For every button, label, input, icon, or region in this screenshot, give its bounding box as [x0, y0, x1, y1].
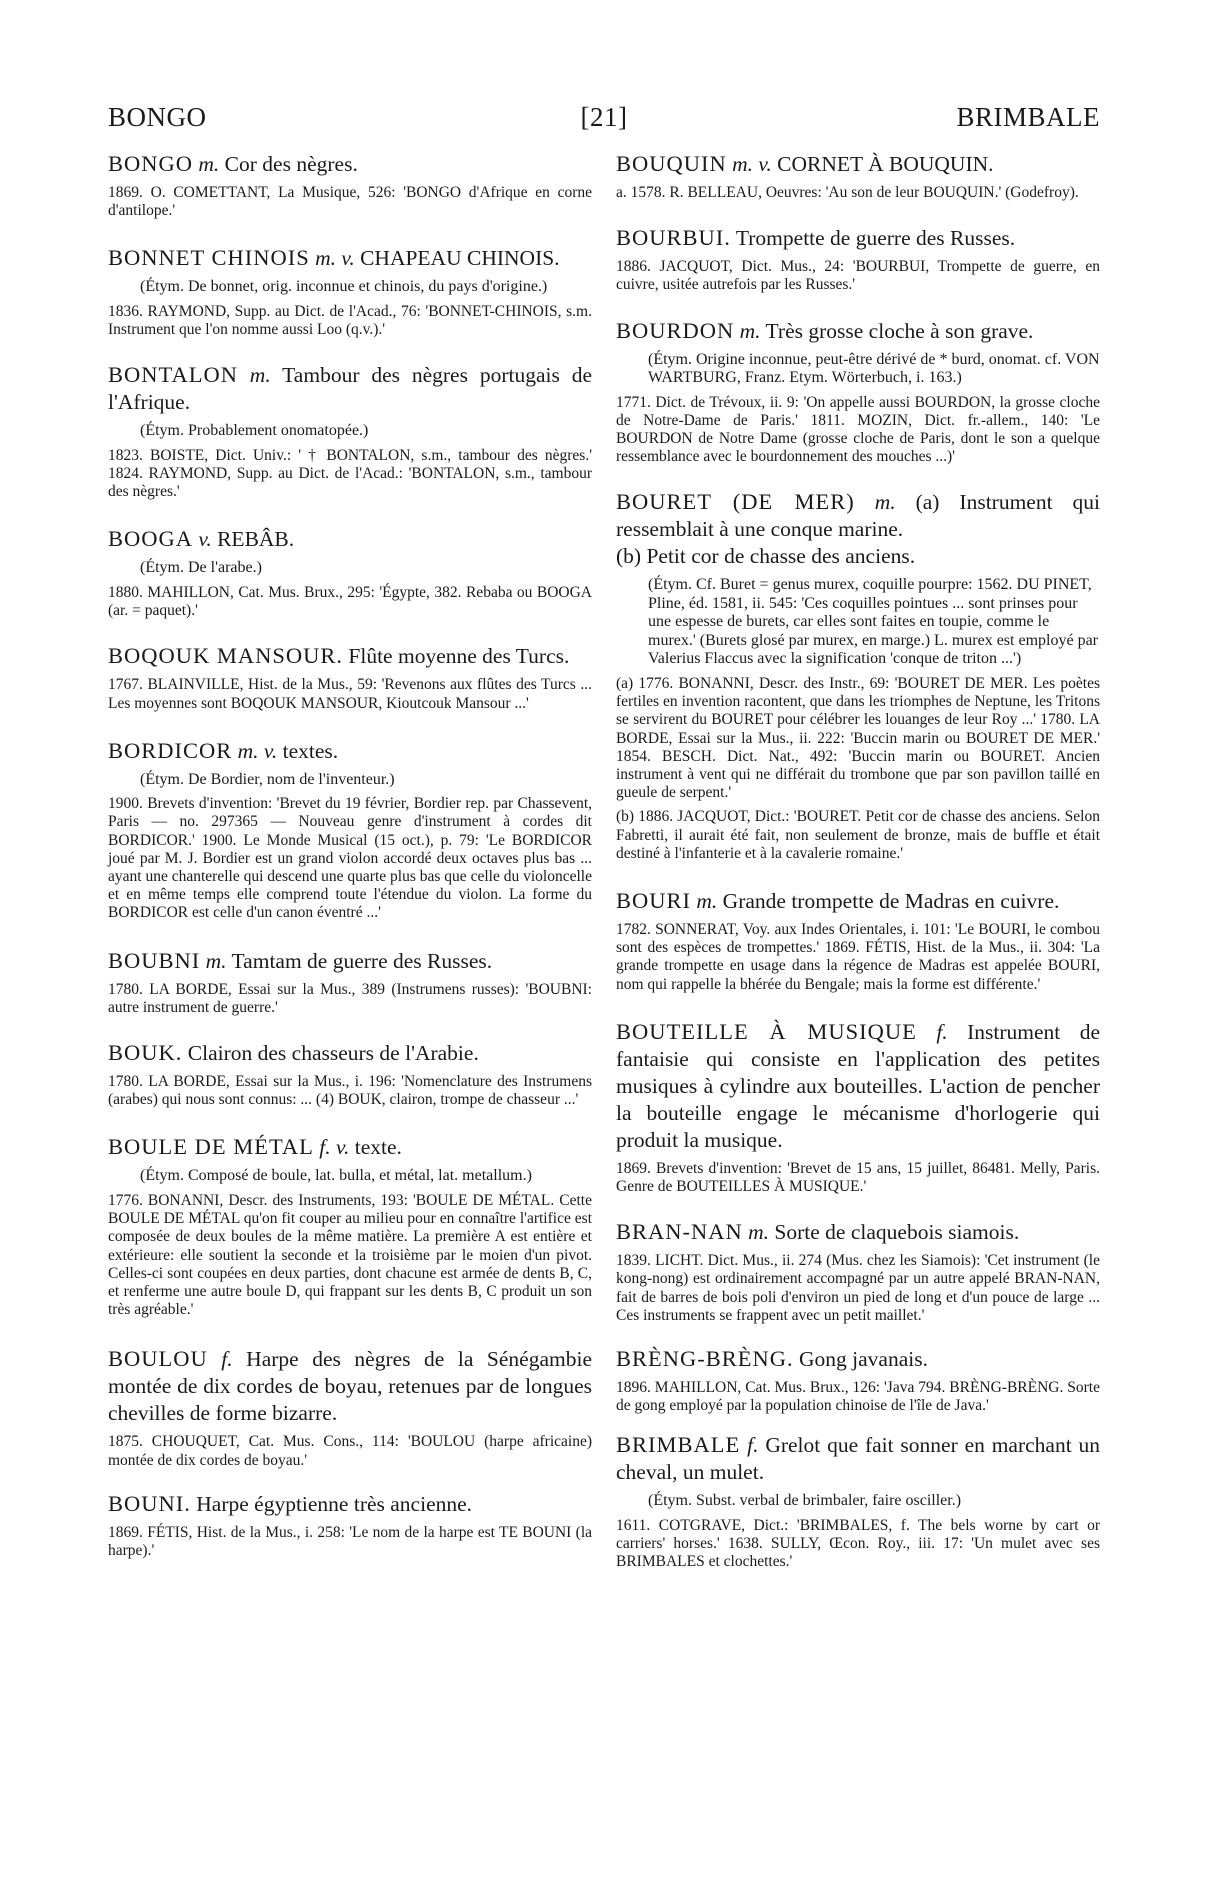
- entry-headline: [616, 1218, 1100, 1246]
- citation: 1771. Dict. de Trévoux, ii. 9: 'On appelle aussi BOURDON, la grosse cloche de Notre-Dame de Paris.' 1811. MOZIN, Dict. fr.-allem., 140: 'Le BOURDON de Notre Dame (grosse cloche de Paris, dont le son a quelque ressemblance avec le bourdonnement des mouches ...)': [616, 393, 1100, 466]
- citation: 1823. BOISTE, Dict. Univ.: ' † BONTALON, s.m., tambour des nègres.' 1824. RAYMOND, Supp. au Dict. de l'Acad.: 'BONTALON, s.m., tambour des nègres.': [108, 446, 592, 501]
- grammatical-label: f.: [221, 1347, 233, 1372]
- headword: BONGO: [108, 151, 194, 176]
- definition: (a) Instrument qui ressemblait à une conque marine.: [616, 490, 1100, 542]
- grammatical-label: m. v.: [237, 738, 278, 763]
- grammatical-label: m.: [748, 1220, 770, 1245]
- citation: 1780. LA BORDE, Essai sur la Mus., i. 196: 'Nomenclature des Instrumens (arabes) qui nous sont connus: ... (4) BOUK, clairon, trompe de chasseur ...': [108, 1073, 592, 1109]
- grammatical-label: m.: [249, 363, 271, 388]
- headword: BOUNI.: [108, 1490, 191, 1516]
- headword: BRAN-NAN: [616, 1219, 743, 1245]
- citation: 1880. MAHILLON, Cat. Mus. Brux., 295: 'Égypte, 382. Rebaba ou BOOGA (ar. = paquet).': [108, 583, 592, 620]
- headword: BRÈNG-BRÈNG.: [616, 1345, 794, 1371]
- grammatical-label: m.: [874, 490, 896, 515]
- entry-headline: [108, 1133, 592, 1161]
- definition: Tambour des nègres portugais de l'Afrique.: [108, 363, 592, 415]
- headword: BOUQUIN: [616, 151, 727, 176]
- definition: Très grosse cloche à son grave.: [765, 318, 1034, 343]
- grammatical-label: m.: [205, 948, 227, 973]
- definition: textes.: [282, 738, 339, 763]
- grammatical-label: f.: [747, 1433, 759, 1458]
- citation: 1875. CHOUQUET, Cat. Mus. Cons., 114: 'BOULOU (harpe africaine) montée de dix cordes de boyau.': [108, 1433, 592, 1469]
- dictionary-entry: [108, 1345, 592, 1469]
- dictionary-entry: [616, 1018, 1100, 1196]
- citation: 1869. Brevets d'invention: 'Brevet de 15 ans, 15 juillet, 86481. Melly, Paris. Genre de BOUTEILLES À MUSIQUE.': [616, 1159, 1100, 1195]
- etymology-note: (Étym. Subst. verbal de brimbaler, faire osciller.): [648, 1492, 962, 1510]
- citation: 1896. MAHILLON, Cat. Mus. Brux., 126: 'Java 794. BRÈNG-BRÈNG. Sorte de gong employé par la population chinoise de l'île de Java.': [616, 1378, 1100, 1415]
- entry-headline: [616, 224, 1100, 252]
- citation: 1782. SONNERAT, Voy. aux Indes Orientales, i. 101: 'Le BOURI, le combou sont des espèces de trompettes.' 1869. FÉTIS, Hist. de la Mus., ii. 304: 'La grande trompette en usage dans la régence de Madras est appelée BOURI, nom qui rappelle la bhérée du Bengale; mais la forme est différente.': [616, 920, 1100, 993]
- entry-headline: [616, 150, 1100, 178]
- headword: BRIMBALE: [616, 1432, 741, 1458]
- page-number: [21]: [580, 102, 628, 132]
- definition: Trompette de guerre des Russes.: [735, 226, 1016, 251]
- dictionary-entry: [108, 1133, 592, 1319]
- definition: Flûte moyenne des Turcs.: [348, 644, 570, 669]
- headword: BOOGA: [108, 526, 194, 552]
- etymology-note: (Étym. De l'arabe.): [140, 559, 262, 577]
- citation: 1836. RAYMOND, Supp. au Dict. de l'Acad., 76: 'BONNET-CHINOIS, s.m. Instrument que l'on nomme aussi Loo (q.v.).': [108, 302, 592, 339]
- definition: Sorte de claquebois siamois.: [774, 1220, 1020, 1245]
- definition: Harpe des nègres de la Sénégambie montée de dix cordes de boyau, retenues par de longues chevilles de forme bizarre.: [108, 1347, 592, 1426]
- dictionary-entry: [616, 1431, 1100, 1571]
- etymology-note: (Étym. Probablement onomatopée.): [140, 422, 369, 440]
- grammatical-label: m.: [696, 888, 718, 913]
- citation: a. 1578. R. BELLEAU, Oeuvres: 'Au son de leur BOUQUIN.' (Godefroy).: [616, 184, 1079, 201]
- definition: Clairon des chasseurs de l'Arabie.: [187, 1041, 479, 1066]
- headword: BOULE DE MÉTAL: [108, 1134, 314, 1160]
- headword: BOUTEILLE À MUSIQUE: [616, 1018, 917, 1044]
- entry-headline: [616, 1018, 1100, 1154]
- etymology-note: (Étym. De Bordier, nom de l'inventeur.): [140, 770, 395, 788]
- entry-headline: [108, 947, 592, 975]
- definition: Cor des nègres.: [224, 152, 358, 176]
- citation: 1780. LA BORDE, Essai sur la Mus., 389 (Instrumens russes): 'BOUBNI: autre instrument de guerre.': [108, 980, 592, 1016]
- definition: CORNET À BOUQUIN.: [777, 152, 994, 176]
- citation: 1900. Brevets d'invention: 'Brevet du 19 février, Bordier rep. par Chassevent, Paris — no. 297365 — Nouveau genre d'instrument à cordes dit BORDICOR.' 1900. Le Monde Musical (15 oct.), p. 79: 'Le BORDICOR joué par M. J. Bordier est un grand violon accordé deux octaves plus bas ... ayant une chanterelle qui descend une quarte plus bas que celle du violoncelle et en même temps elle comprend toute l'étendue du violon. La forme du BORDICOR est celle d'un canon éventré ...': [108, 795, 592, 922]
- definition: CHAPEAU CHINOIS.: [360, 246, 560, 271]
- dictionary-entry: [616, 224, 1100, 294]
- running-head-left: BONGO: [108, 102, 207, 132]
- entry-headline: [108, 361, 592, 416]
- running-head-right: BRIMBALE: [956, 102, 1100, 132]
- dictionary-entry: [616, 1345, 1100, 1415]
- etymology-note: (Étym. Origine inconnue, peut-être dérivé de * burd, onomat. cf. VON WARTBURG, Franz. Etym. Wörterbuch, i. 163.): [648, 350, 1100, 387]
- definition: Gong javanais.: [799, 1346, 928, 1371]
- citation: 1767. BLAINVILLE, Hist. de la Mus., 59: 'Revenons aux flûtes des Turcs ... Les moyennes sont BOQOUK MANSOUR, Kioutcouk Mansour ...': [108, 676, 592, 712]
- entry-headline: [108, 244, 592, 272]
- etymology-note: (Étym. De bonnet, orig. inconnue et chinois, du pays d'origine.): [140, 278, 548, 296]
- headword: BONNET CHINOIS: [108, 245, 310, 271]
- etymology-note: (Étym. Composé de boule, lat. bulla, et métal, lat. metallum.): [140, 1167, 532, 1185]
- dictionary-entry: [616, 317, 1100, 467]
- left-column: [108, 150, 592, 1560]
- citation: 1776. BONANNI, Descr. des Instruments, 193: 'BOULE DE MÉTAL. Cette BOULE DE MÉTAL qu'on fit couper au milieu pour en connaître l'artifice est composée de deux boules de la même matière. La première A est entière et extérieure: elle soutient la seconde et la troisième par le moien d'un pivot. Celles-ci sont coupées en deux parties, dont chacune est armée de dents B, C, et renferme une autre boule D, qui frappant sur les dents B, C produit un son très agréable.': [108, 1191, 592, 1319]
- headword: BOURI: [616, 887, 692, 913]
- dictionary-entry: [108, 1490, 592, 1560]
- headword: BONTALON: [108, 362, 238, 388]
- headword: BOURBUI.: [616, 225, 731, 251]
- etymology-note: (Étym. Cf. Buret = genus murex, coquille pourpre: 1562. DU PINET, Pline, éd. 1581, ii. 545: 'Ces coquilles pointues ... sont prinses pour une espesse de burets, car elles sont faites en toupie, comme le murex.' (Burets glosé par murex, en marge.) L. murex est employé par Valerius Flaccus avec la signification 'conque de triton ...'): [648, 576, 1098, 668]
- citation: (b) 1886. JACQUOT, Dict.: 'BOURET. Petit cor de chasse des anciens. Selon Fabretti, il aurait été fait, non seulement de bronze, mais de buffle et était destiné à l'infanterie et à la cavalerie romaine.': [616, 808, 1100, 862]
- dictionary-entry: [616, 488, 1100, 863]
- headword: BOURET (DE MER): [616, 489, 855, 515]
- citation: 1611. COTGRAVE, Dict.: 'BRIMBALES, f. The bels worne by cart or carriers' horses.' 1638. SULLY, Œcon. Roy., iii. 17: 'Un mulet avec ses BRIMBALES et clochettes.': [616, 1516, 1100, 1571]
- entry-headline: [616, 887, 1100, 915]
- entry-headline: [108, 525, 592, 553]
- citation: 1869. O. COMETTANT, La Musique, 526: 'BONGO d'Afrique en corne d'antilope.': [108, 184, 592, 220]
- running-head: [108, 102, 1100, 142]
- entry-headline: [108, 642, 592, 670]
- grammatical-label: m. v.: [315, 246, 355, 271]
- grammatical-label: m.: [739, 318, 761, 343]
- entry-headline: [108, 1490, 592, 1518]
- right-column: [616, 150, 1100, 1572]
- grammatical-label: m. v.: [732, 152, 772, 176]
- entry-headline: [616, 488, 1100, 543]
- entry-headline: [616, 317, 1100, 345]
- dictionary-entry: [108, 642, 592, 712]
- entry-headline: [616, 1345, 1100, 1373]
- citation: 1839. LICHT. Dict. Mus., ii. 274 (Mus. chez les Siamois): 'Cet instrument (le kong-nong) est ordinairement accompagné par un autre appelé BRAN-NAN, fait de barres de bois poli d'environ un pied de long et d'un pouce de large ... Ces instruments se frappent avec un petit maillet.': [616, 1252, 1100, 1324]
- headword: BORDICOR: [108, 737, 233, 763]
- entry-headline: [616, 1431, 1100, 1486]
- definition: REBÂB.: [217, 527, 295, 552]
- definition-b: (b) Petit cor de chasse des anciens.: [616, 544, 916, 569]
- definition: texte.: [354, 1135, 402, 1160]
- entry-headline: [108, 1039, 592, 1067]
- grammatical-label: f.: [936, 1019, 948, 1044]
- grammatical-label: v.: [198, 527, 212, 552]
- definition: Instrument de fantaisie qui consiste en l'application des petites musiques à cylindre aux bouteilles. L'action de pencher la bouteille engage le mécanisme d'horlogerie qui produit la musique.: [616, 1019, 1101, 1152]
- dictionary-entry: [616, 887, 1100, 994]
- entry-headline: [108, 737, 592, 765]
- dictionary-entry: [108, 361, 592, 501]
- dictionary-entry: [616, 1218, 1100, 1325]
- entry-headline: [108, 150, 592, 178]
- headword: BOULOU: [108, 1346, 208, 1372]
- dictionary-entry: [108, 737, 592, 923]
- headword: BOQOUK MANSOUR.: [108, 643, 344, 669]
- dictionary-entry: [108, 525, 592, 620]
- dictionary-entry: [616, 150, 1100, 202]
- definition: Harpe égyptienne très ancienne.: [196, 1491, 473, 1516]
- entry-headline: [108, 1345, 592, 1427]
- headword: BOURDON: [616, 317, 735, 343]
- dictionary-entry: [108, 244, 592, 339]
- grammatical-label: f. v.: [319, 1135, 350, 1160]
- dictionary-entry: [108, 150, 592, 220]
- dictionary-entry: [108, 947, 592, 1017]
- definition: Grande trompette de Madras en cuivre.: [722, 888, 1060, 913]
- citation: 1886. JACQUOT, Dict. Mus., 24: 'BOURBUI, Trompette de guerre, en cuivre, usitée autrefois par les Russes.': [616, 258, 1100, 294]
- headword: BOUBNI: [108, 947, 201, 973]
- definition: Tamtam de guerre des Russes.: [231, 948, 493, 973]
- definition: Grelot que fait sonner en marchant un cheval, un mulet.: [616, 1433, 1101, 1485]
- dictionary-entry: [108, 1039, 592, 1109]
- headword: BOUK.: [108, 1040, 183, 1066]
- grammatical-label: m.: [198, 152, 220, 176]
- citation: (a) 1776. BONANNI, Descr. des Instr., 69: 'BOURET DE MER. Les poètes fertiles en invention racontent, que dans les triomphes de Neptune, les Tritons se servirent du BOURET pour célébrer les louanges de leur Roy ...' 1780. LA BORDE, Essai sur la Mus., ii. 222: 'Buccin marin ou BOURET DE MER.' 1854. BESCH. Dict. Nat., 492: 'Buccin marin ou BOURET. Ancien instrument à vent qui ne différait du trombone que par son pavillon taillé en gueule de serpent.': [616, 674, 1100, 802]
- citation: 1869. FÉTIS, Hist. de la Mus., i. 258: 'Le nom de la harpe est TE BOUNI (la harpe).': [108, 1523, 592, 1559]
